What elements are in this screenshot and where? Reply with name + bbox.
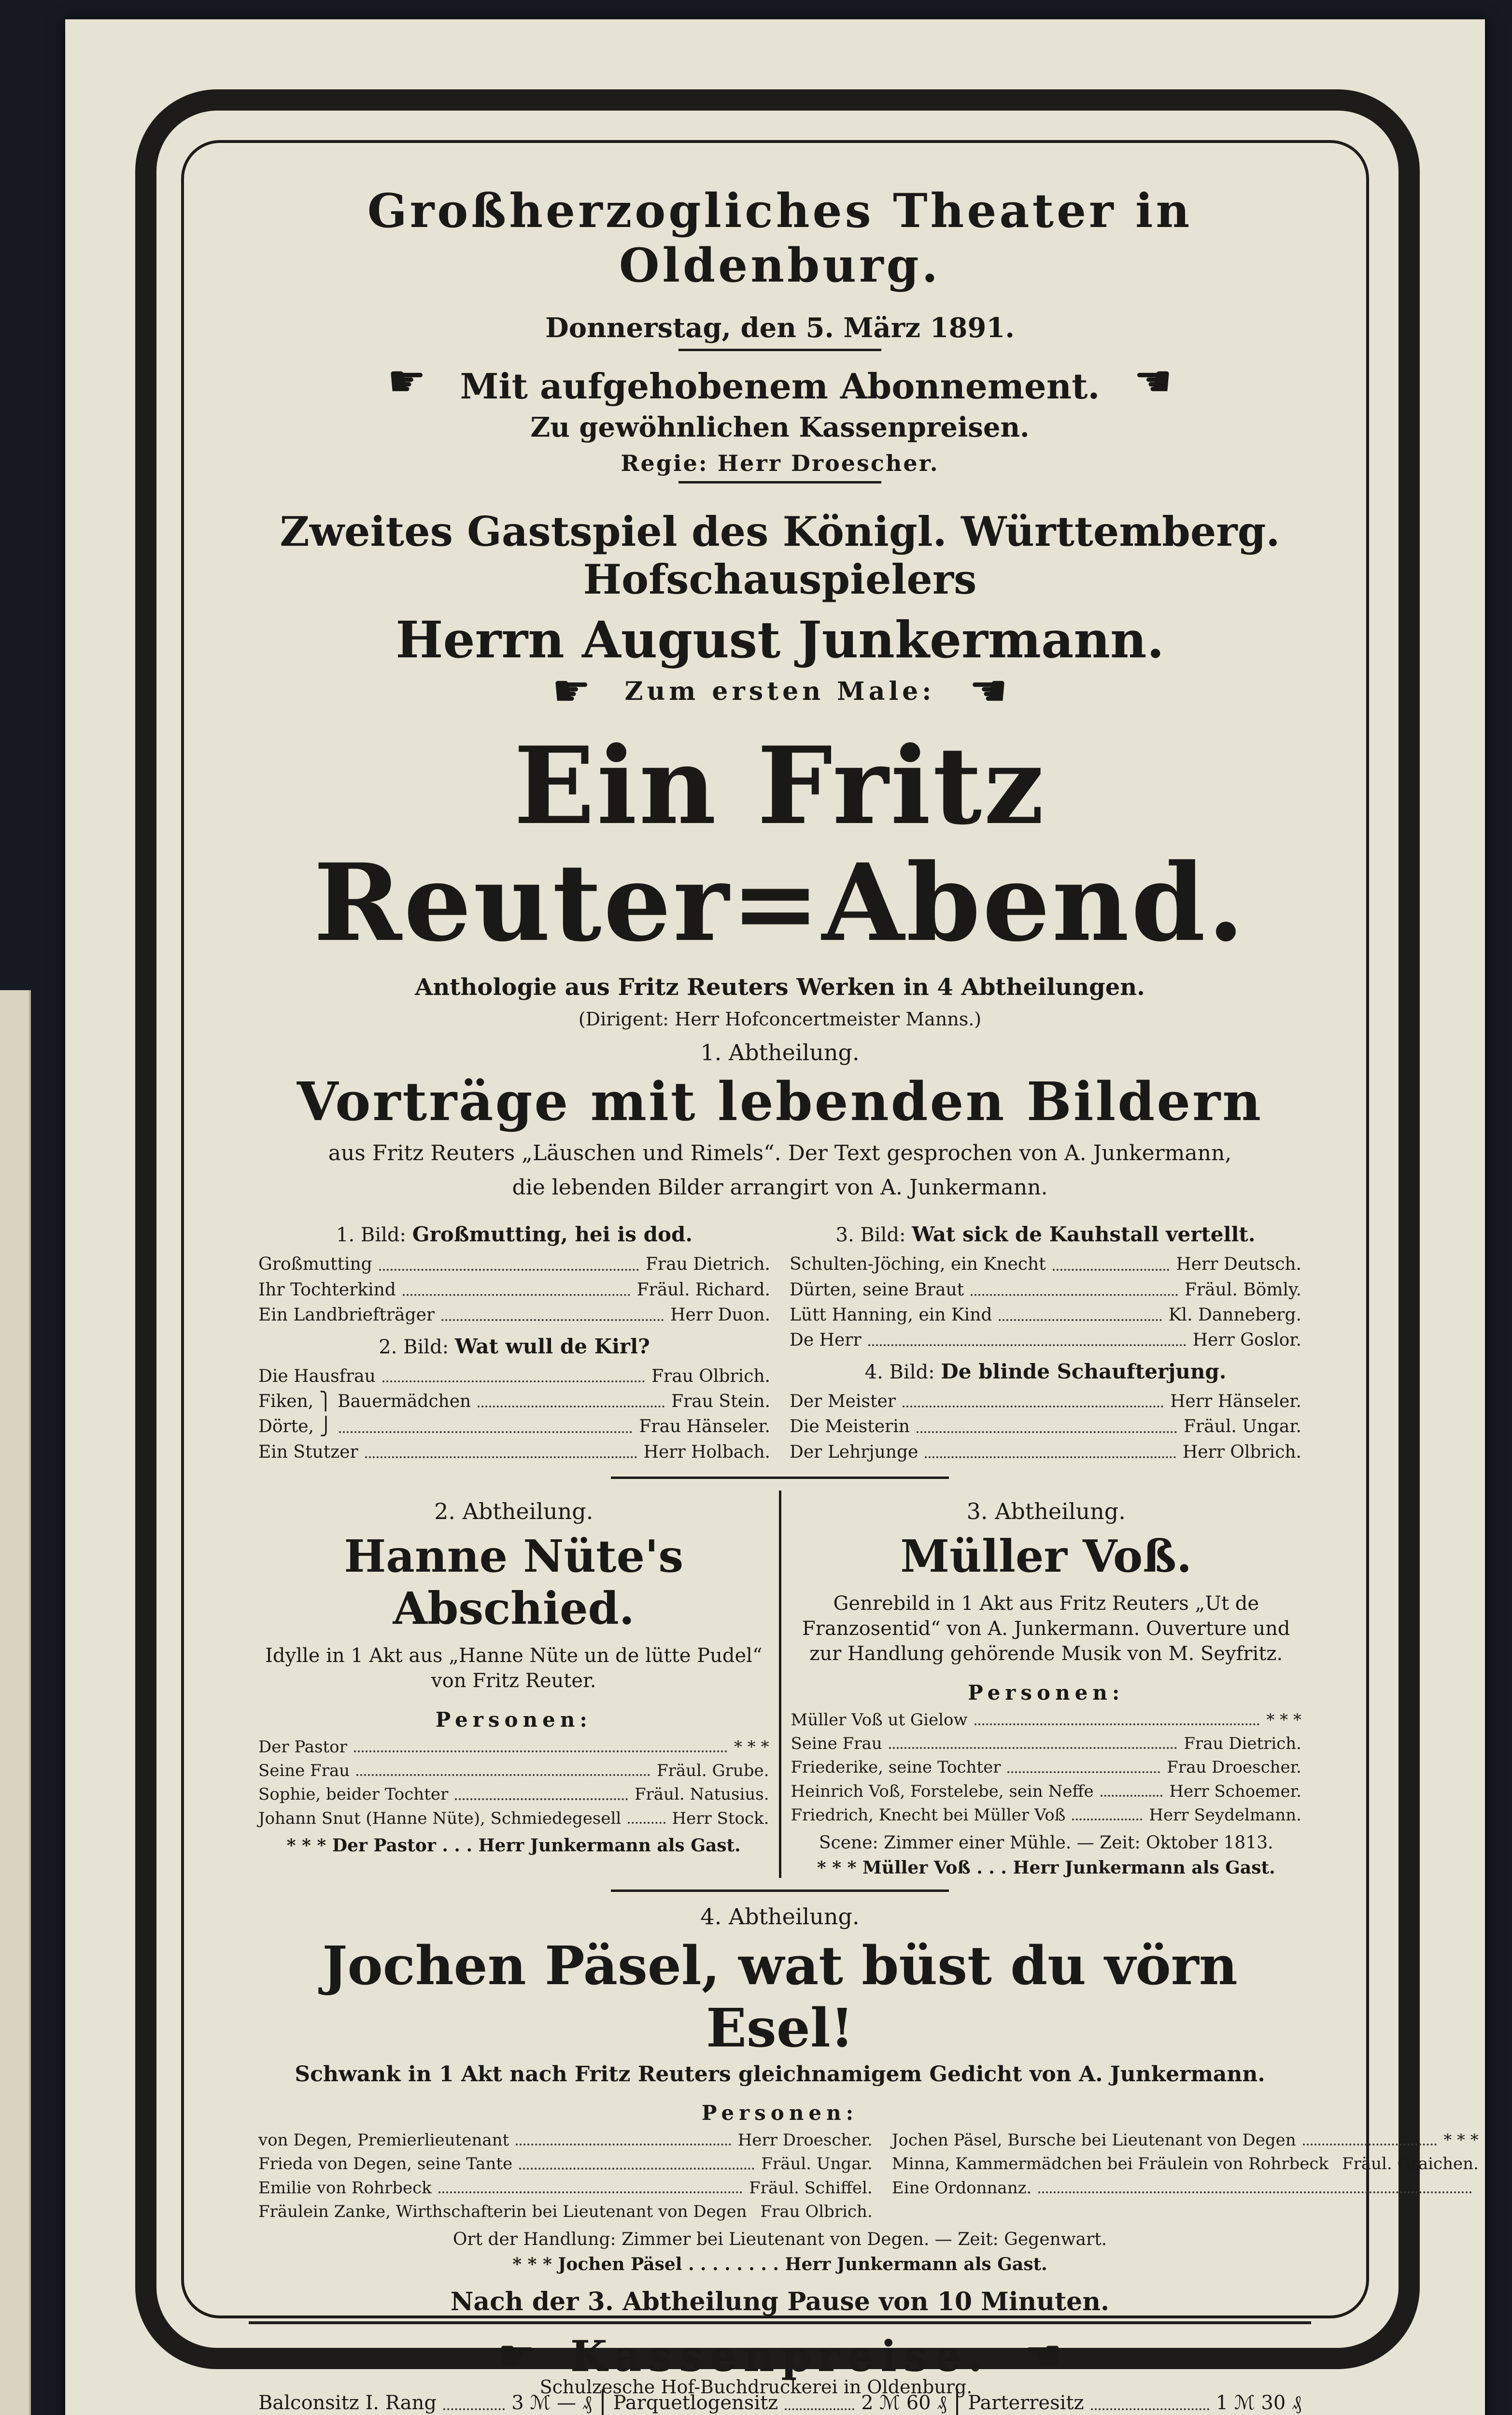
adjacent-page-strip [0, 990, 31, 2415]
cast-row [258, 1414, 770, 1439]
role-name: Balconsitz I. Rang [258, 2392, 437, 2415]
actor-name: Fräul. Ungar. [761, 2154, 873, 2174]
actor-name: Frau Dietrich. [646, 1254, 770, 1275]
role-name: von Degen, Premierlieutenant [258, 2131, 509, 2150]
cast-row [258, 1364, 770, 1389]
actor-name: Fräul. Natusius. [634, 1785, 769, 1804]
section-3-label: 3. Abtheilung. [966, 1498, 1126, 1524]
cast-row [791, 1732, 1302, 1756]
cast-row [258, 1807, 769, 1831]
role-name: Eine Ordonnanz. [891, 2178, 1032, 2198]
role-name: Ihr Tochterkind [258, 1279, 396, 1300]
pointing-hand-icon: ☛ [497, 2330, 537, 2382]
role-name: Ein Stutzer [258, 1442, 358, 1462]
cast-row [258, 2152, 873, 2176]
prices-note: Zu gewöhnlichen Kassenpreisen. [530, 412, 1030, 443]
section-3-desc: Genrebild in 1 Akt aus Fritz Reuters „Ut de Franzosentid“ von A. Junkermann. Ouverture und zur Handlung gehörende Musik von M. Seyfritz. [802, 1592, 1290, 1665]
section-4-title: Jochen Päsel, wat büst du vörn Esel! [322, 1934, 1238, 2060]
actor-name: * * * [734, 1737, 769, 1757]
printer-imprint: Schulzesche Hof-Buchdruckerei in Oldenburg. [539, 2376, 973, 2398]
pause-note: Nach der 3. Abtheilung Pause von 10 Minuten. [249, 2287, 1311, 2324]
scene-note: Scene: Zimmer einer Mühle. — Zeit: Oktober 1813. [819, 1833, 1273, 1853]
cast-row [258, 1252, 770, 1277]
section-4-desc: Schwank in 1 Akt nach Fritz Reuters gleichnamigem Gedicht von A. Junkermann. [295, 2062, 1265, 2087]
abonnement-note: Mit aufgehobenem Abonnement. [460, 366, 1100, 407]
actor-name: Herr Holbach. [643, 1442, 770, 1462]
leader-dots [403, 1278, 630, 1296]
role-name: Sophie, beider Tochter [258, 1785, 449, 1804]
cast-row [258, 1735, 769, 1759]
cast-row [791, 1780, 1302, 1804]
leader-dots [379, 1252, 639, 1270]
leader-dots [917, 1414, 1177, 1433]
actor-name: Fräul. Graichen. [1342, 2154, 1479, 2174]
section-3 [781, 1491, 1312, 1878]
guest-role-note: * * * Müller Voß . . . Herr Junkermann als Gast. [817, 1858, 1275, 1878]
actor-name: Herr Duon. [670, 1305, 770, 1325]
actor-name: Fräul. Ungar. [1184, 1417, 1301, 1437]
pointing-hand-icon: ☚ [969, 666, 1008, 716]
playbill-sheet [65, 19, 1485, 2415]
role-name: Minna, Kammermädchen bei Fräulein von Rohrbeck [891, 2154, 1328, 2174]
pointing-hand-icon: ☛ [387, 355, 426, 407]
theater-name: Großherzogliches Theater in Oldenburg. [367, 184, 1193, 293]
role-name: Ein Landbriefträger [258, 1305, 435, 1325]
cast-row [791, 1756, 1302, 1779]
divider [678, 481, 881, 483]
role-name: Der Meister [790, 1392, 896, 1412]
cast-row [258, 1303, 770, 1328]
leader-dots [925, 1440, 1176, 1458]
role-name: Johann Snut (Hanne Nüte), Schmiedegesell [258, 1808, 622, 1828]
cast-row [791, 1708, 1302, 1732]
first-time-note: Zum ersten Male: [624, 676, 935, 706]
section-2 [249, 1491, 779, 1878]
personen-heading: Personen: [701, 2101, 859, 2125]
leader-dots [339, 1414, 632, 1433]
role-name: Seine Frau [791, 1733, 882, 1753]
cast-list [882, 2129, 1488, 2224]
cast-row [258, 1278, 770, 1303]
sections-2-3 [249, 1491, 1311, 1878]
cast-row [258, 1783, 769, 1806]
leader-dots [519, 2152, 754, 2169]
leader-dots [1101, 1780, 1163, 1797]
pointing-hand-icon: ☚ [1133, 355, 1173, 407]
leader-dots [516, 2129, 731, 2145]
cast-row [892, 2129, 1479, 2152]
role-name: Schulten-Jöching, ein Knecht [790, 1254, 1046, 1275]
section-4-label: 4. Abtheilung. [700, 1904, 860, 1930]
cast-row [790, 1278, 1301, 1303]
personen-heading: Personen: [968, 1680, 1125, 1705]
actor-name: 2 ℳ 60 ₰ [861, 2392, 947, 2415]
leader-dots [971, 1278, 1178, 1296]
role-name: Fiken, ⎫ Bauermädchen [258, 1392, 471, 1412]
bilder-columns [249, 1216, 1311, 1464]
actor-name: Fräul. Richard. [636, 1279, 770, 1300]
cast-row [892, 2176, 1479, 2200]
abonnement-row [249, 356, 1311, 407]
role-name: Emilie von Rohrbeck [258, 2178, 432, 2198]
cast-row [790, 1414, 1301, 1439]
section-2-title: Hanne Nüte's Abschied. [344, 1530, 684, 1634]
cast-list [249, 2129, 882, 2224]
cast-row [258, 1759, 769, 1783]
bild-heading: 1. Bild: Großmutting, hei is dod. [336, 1222, 692, 1247]
conductor-note: (Dirigent: Herr Hofconcertmeister Manns.) [578, 1009, 982, 1030]
section-3-title: Müller Voß. [900, 1530, 1192, 1582]
role-name: Parquetlogensitz [613, 2392, 778, 2415]
cast-row [258, 1440, 770, 1465]
cast-row [258, 2200, 873, 2224]
cast-row [892, 2152, 1479, 2176]
anthology-note: Anthologie aus Fritz Reuters Werken in 4 Abtheilungen. [415, 974, 1145, 1001]
leader-dots [478, 1389, 664, 1407]
cast-list [258, 1735, 769, 1831]
actor-name: Fräul. Bömly. [1184, 1279, 1301, 1300]
role-name: Heinrich Voß, Forstelebe, sein Neffe [791, 1781, 1094, 1801]
role-name: Müller Voß ut Gielow [791, 1710, 968, 1730]
role-name: Fräulein Zanke, Wirthschafterin bei Lieutenant von Degen [258, 2202, 747, 2222]
bild-heading: 4. Bild: De blinde Schaufterjung. [864, 1360, 1227, 1384]
leader-dots [1007, 1756, 1160, 1773]
cast-list [258, 1364, 770, 1465]
actor-name: * * * [1266, 1710, 1301, 1730]
actor-name: Frau Dietrich. [1184, 1733, 1301, 1753]
performance-date: Donnerstag, den 5. März 1891. [545, 312, 1015, 344]
actor-name: Frau Hänseler. [639, 1417, 770, 1437]
cast-row [790, 1252, 1301, 1277]
role-name: Die Meisterin [790, 1417, 910, 1437]
leader-dots [1072, 1804, 1142, 1820]
leader-dots [1303, 2129, 1437, 2145]
section-1-title: Vorträge mit lebenden Bildern [297, 1070, 1263, 1133]
actor-name: 3 ℳ — ₰ [511, 2392, 592, 2415]
cast-row [790, 1389, 1301, 1414]
actor-name: Fräul. Schiffel. [749, 2178, 873, 2198]
divider [611, 1477, 949, 1479]
section-1-desc: die lebenden Bilder arrangirt von A. Junkermann. [512, 1175, 1048, 1200]
section-1-desc: aus Fritz Reuters „Läuschen und Rimels“. Der Text gesprochen von A. Junkermann, [328, 1141, 1232, 1165]
role-name: Großmutting [258, 1254, 372, 1275]
leader-dots [455, 1783, 628, 1800]
actor-name: Frau Stein. [671, 1392, 770, 1412]
role-name: Friederike, seine Tochter [791, 1758, 1001, 1777]
leader-dots [628, 1807, 665, 1824]
actor-name: Frau Olbrich. [651, 1366, 770, 1386]
leader-dots [441, 1303, 664, 1321]
role-name: Jochen Päsel, Bursche bei Lieutenant von Degen [891, 2131, 1296, 2150]
cast-row [790, 1303, 1301, 1328]
divider [611, 1889, 949, 1892]
kassenpreise-row [249, 2331, 1311, 2381]
leader-dots [365, 1440, 637, 1458]
guest-actor: Herrn August Junkermann. [396, 610, 1164, 669]
regie: Regie: Herr Droescher. [621, 450, 939, 476]
first-time-row [249, 666, 1311, 716]
guest-role-note: * * * Jochen Päsel . . . . . . . . Herr Junkermann als Gast. [512, 2254, 1047, 2275]
bild-heading: 3. Bild: Wat sick de Kauhstall vertellt. [835, 1222, 1256, 1247]
cast-row [258, 2129, 873, 2152]
actor-name: Herr Stock. [672, 1808, 769, 1828]
role-name: Seine Frau [258, 1761, 350, 1780]
actor-name: Herr Droescher. [737, 2131, 873, 2150]
cast-row [791, 1804, 1302, 1827]
actor-name: Herr Goslor. [1192, 1330, 1301, 1350]
actor-name: Herr Deutsch. [1176, 1254, 1301, 1275]
role-name: Dürten, seine Braut [790, 1279, 964, 1300]
role-name: Friedrich, Knecht bei Müller Voß [791, 1805, 1066, 1825]
leader-dots [889, 1732, 1177, 1749]
actor-name: Fräul. Grube. [656, 1761, 769, 1780]
actor-name: 1 ℳ 30 ₰ [1215, 2392, 1302, 2415]
leader-dots [1053, 1252, 1170, 1270]
main-title: Ein Fritz Reuter=Abend. [313, 723, 1246, 965]
actor-name: Herr Schoemer. [1169, 1781, 1301, 1801]
playbill-content [249, 179, 1479, 2415]
section-2-desc: Idylle in 1 Akt aus „Hanne Nüte un de lütte Pudel“ von Fritz Reuter. [265, 1644, 763, 1692]
bild-heading: 2. Bild: Wat wull de Kirl? [379, 1334, 650, 1358]
leader-dots [354, 1735, 727, 1752]
leader-dots [999, 1303, 1161, 1321]
role-name: Dörte, ⎭ [258, 1417, 333, 1437]
actor-name: Herr Hänseler. [1170, 1392, 1301, 1412]
cast-list [791, 1708, 1302, 1827]
cast-list [790, 1252, 1301, 1353]
section-4-cast [249, 2129, 1479, 2224]
leader-dots [903, 1389, 1163, 1407]
section-1-label: 1. Abtheilung. [700, 1039, 860, 1065]
actor-name: * * * [1443, 2131, 1479, 2150]
ort-note: Ort der Handlung: Zimmer bei Lieutenant von Degen. — Zeit: Gegenwart. [452, 2230, 1107, 2250]
leader-dots [868, 1328, 1186, 1346]
leader-dots [356, 1759, 650, 1776]
role-name: De Herr [790, 1330, 862, 1350]
leader-dots [438, 2176, 742, 2193]
actor-name: Frau Olbrich. [760, 2202, 873, 2222]
leader-dots [1038, 2176, 1471, 2193]
role-name: Frieda von Degen, seine Tante [258, 2154, 513, 2174]
actor-name: Kl. Danneberg. [1168, 1305, 1301, 1325]
kassenpreise-title: Kassenpreise. [570, 2331, 990, 2382]
role-name: Parterresitz [968, 2392, 1084, 2415]
pointing-hand-icon: ☚ [1023, 2330, 1062, 2382]
cast-list [790, 1389, 1301, 1465]
role-name: Der Pastor [258, 1737, 347, 1757]
bilder-right [780, 1216, 1311, 1464]
actor-name: Frau Droescher. [1167, 1758, 1301, 1777]
guest-role-note: * * * Der Pastor . . . Herr Junkermann als Gast. [286, 1835, 741, 1856]
actor-name: Herr Olbrich. [1182, 1442, 1301, 1462]
guest-performance: Zweites Gastspiel des Königl. Württemberg. Hofschauspielers [280, 508, 1280, 603]
section-2-label: 2. Abtheilung. [434, 1498, 593, 1524]
personen-heading: Personen: [435, 1707, 592, 1732]
leader-dots [382, 1364, 645, 1382]
leader-dots [975, 1708, 1260, 1725]
role-name: Der Lehrjunge [790, 1442, 919, 1462]
cast-row [790, 1440, 1301, 1465]
role-name: Die Hausfrau [258, 1366, 376, 1386]
divider [678, 349, 881, 351]
pointing-hand-icon: ☛ [551, 666, 591, 716]
cast-row [258, 1389, 770, 1414]
bilder-left [249, 1216, 780, 1464]
cast-list [258, 1252, 770, 1328]
actor-name: Herr Seydelmann. [1149, 1805, 1301, 1825]
cast-row [258, 2176, 873, 2200]
cast-row [790, 1328, 1301, 1353]
role-name: Lütt Hanning, ein Kind [790, 1305, 992, 1325]
